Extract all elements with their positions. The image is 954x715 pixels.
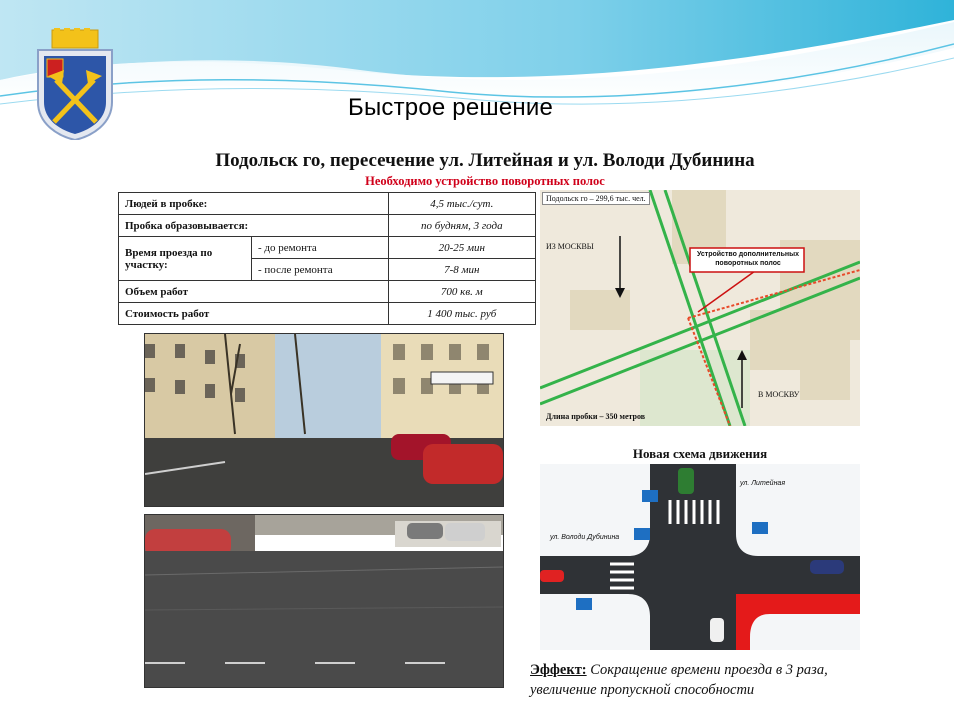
traffic-schema: [540, 464, 860, 650]
slide-title: Быстрое решение: [348, 94, 554, 121]
coat-of-arms-icon: [34, 28, 116, 140]
table-row: [119, 281, 536, 303]
map-to-moscow-label: В МОСКВУ: [758, 390, 800, 399]
table-row: [119, 215, 536, 237]
table-cell-value: 7-8 мин: [388, 259, 535, 281]
effect-description: Сокращение времени проезда в 3 раза, увеличение пропускной способности: [530, 662, 828, 698]
table-cell-label: Пробка образовывается:: [119, 215, 389, 237]
table-cell-sublabel: - до ремонта: [252, 237, 389, 259]
street-photo-after: [144, 514, 504, 688]
table-row: [119, 237, 536, 259]
street-label-dubinina: ул. Володи Дубинина: [550, 534, 620, 541]
street-label-liteynaya: ул. Литейная: [740, 480, 786, 487]
table-cell-label: Стоимость работ: [119, 303, 389, 325]
document-title: Подольск го, пересечение ул. Литейная и ул. Володи Дубинина: [215, 150, 755, 171]
table-row: [119, 303, 536, 325]
table-cell-value: по будням, 3 года: [388, 215, 535, 237]
map-from-moscow-label: ИЗ МОСКВЫ: [546, 242, 594, 251]
map-jam-length-label: Длина пробки – 350 метров: [546, 412, 646, 421]
map-callout-label: Устройство дополнительных поворотных полос: [696, 251, 800, 267]
table-cell-value: 1 400 тыс. руб: [388, 303, 535, 325]
map-population-label: Подольск го – 299,6 тыс. чел.: [542, 192, 650, 205]
table-cell-label: Людей в пробке:: [119, 193, 389, 215]
content-panel: [108, 150, 862, 698]
location-map: [540, 190, 860, 426]
table-cell-value: 700 кв. м: [388, 281, 535, 303]
schema-title: Новая схема движения: [632, 446, 768, 461]
street-photo-before: [144, 333, 504, 507]
document-subtitle: Необходимо устройство поворотных полос: [365, 174, 605, 188]
effect-label: Эффект:: [530, 662, 587, 678]
stats-table: [118, 192, 536, 325]
table-cell-label: Объем работ: [119, 281, 389, 303]
table-cell-value: 20-25 мин: [388, 237, 535, 259]
table-cell-label: Время проезда по участку:: [119, 237, 252, 281]
table-row: [119, 193, 536, 215]
table-cell-sublabel: - после ремонта: [252, 259, 389, 281]
effect-text: [530, 660, 860, 700]
table-cell-value: 4,5 тыс./сут.: [388, 193, 535, 215]
